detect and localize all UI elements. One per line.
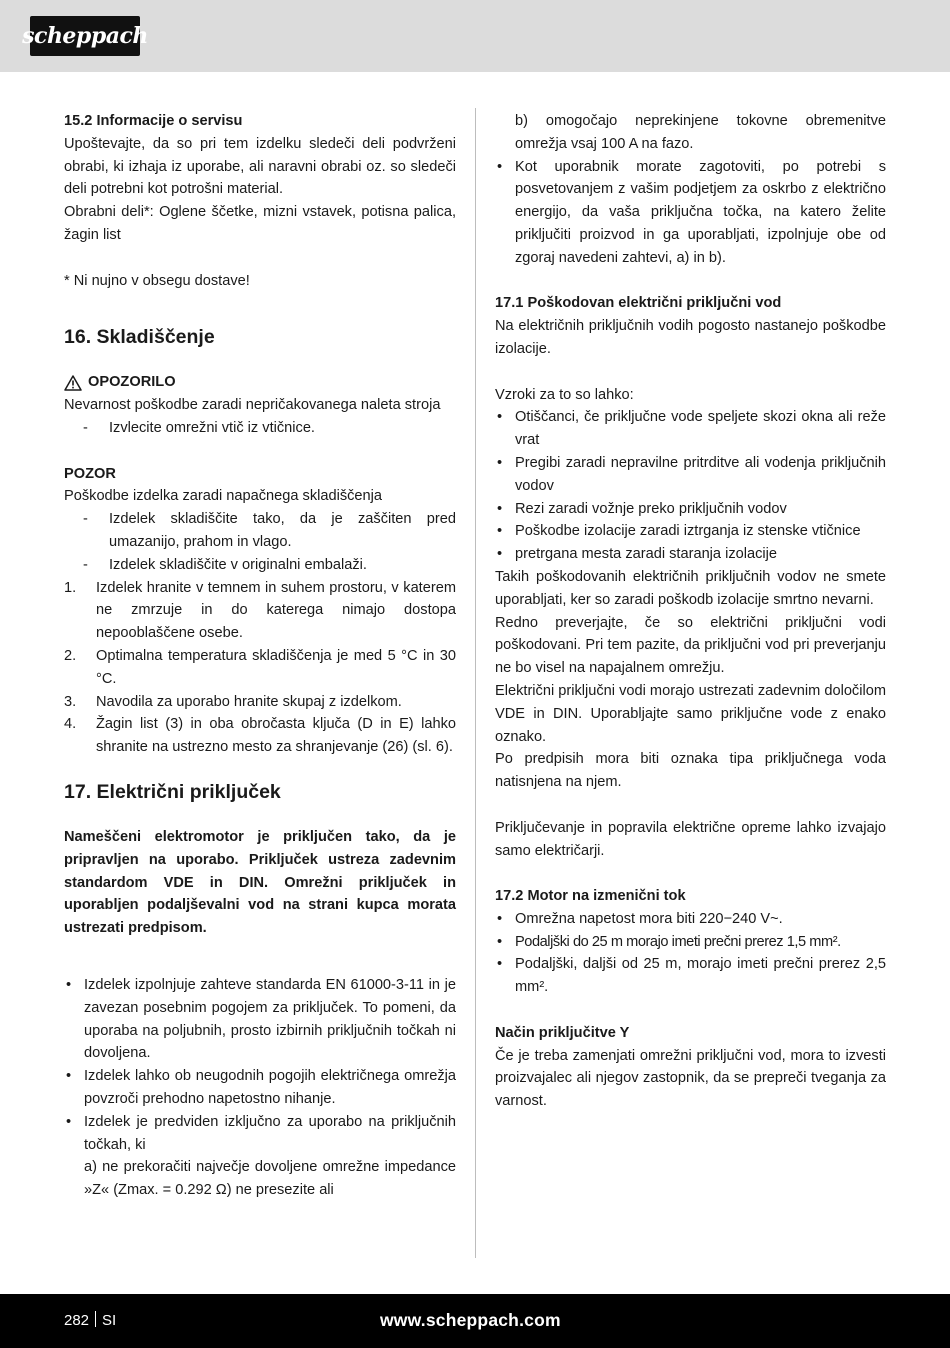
y-connection-text: Če je treba zamenjati omrežni priključni vod, mora to izvesti proizvajalec ali njegov zastopnik, da se prepreči tveganja za varnost. xyxy=(495,1047,886,1110)
connection-bullet: • Izdelek lahko ob neugodnih pogojih električnega omrežja povzroči prehodno napetostno nihanje. xyxy=(66,1068,456,1108)
motor-bullet: • Podaljški do 25 m morajo imeti prečni prerez 1,5 mm². xyxy=(497,933,841,950)
connection-sub-b: b) omogočajo neprekinjene tokovne obremenitve omrežja vsaj 100 A na fazo. xyxy=(515,113,886,152)
not-included-note: * Ni nujno v obsegu dostave! xyxy=(64,272,250,289)
storage-step: 1. Izdelek hranite v temnem in suhem prostoru, v katerem ne zmrzuje in do katerega nimajo dostopa nepooblaščene osebe. xyxy=(64,579,456,642)
website-url: www.scheppach.com xyxy=(380,1310,561,1330)
section-17-1-title: 17.1 Poškodovan električni priključni vod xyxy=(495,295,782,312)
storage-step: 2. Optimalna temperatura skladiščenja je med 5 °C in 30 °C. xyxy=(64,647,456,687)
page-number: 282 xyxy=(64,1312,90,1329)
language-code: SI xyxy=(102,1312,117,1329)
cause-item: • Rezi zaradi vožnje preko priključnih vodov xyxy=(497,500,787,517)
section-17-intro: Nameščeni elektromotor je priključen tako, da je pripravljen na uporabo. Priključek ustreza zadevnim standardom VDE in DIN. Omrežni priključek in uporabljen podaljševalni vod na strani kupca morata ustrezati predpisom. xyxy=(64,828,456,937)
connection-bullet: • Izdelek izpolnjuje zahteve standarda EN 61000-3-11 in je zavezan posebnim pogojem za priključek. To pomeni, da uporaba na poljubnih, prosto izbirnih priključnih točkah ni dovoljena. xyxy=(66,977,456,1062)
marking-text: Po predpisih mora biti oznaka tipa priključnega voda natisnjena na njem. xyxy=(495,751,886,791)
cause-item: • Pregibi zaradi nepravilne pritrditve ali vodenja priključnih vodov xyxy=(497,454,886,494)
motor-bullet: • Omrežna napetost mora biti 220−240 V~. xyxy=(497,910,783,927)
wear-parts-text: Obrabni deli*: Oglene ščetke, mizni vstavek, potisna palica, žagin list xyxy=(64,204,456,243)
section-17-1-text: Na električnih priključnih vodih pogosto nastanejo poškodbe izolacije. xyxy=(495,318,886,357)
right-column xyxy=(495,110,886,1113)
cause-item: • Poškodbe izolacije zaradi iztrganja iz stenske vtičnice xyxy=(497,523,861,540)
cause-item: • pretrgana mesta zaradi staranja izolacije xyxy=(497,546,778,563)
check-cable-text: Redno preverjajte, če so električni priključni vodi poškodovani. Pri tem pazite, da priključni vod pri preverjanju ne bo visel na napajalnem omrežju. xyxy=(495,614,886,677)
storage-step: 3. Navodila za uporabo hranite skupaj z izdelkom. xyxy=(64,693,402,710)
warning-heading xyxy=(64,371,456,394)
left-column xyxy=(64,110,456,1202)
caution-dash-item: - Izdelek skladiščite tako, da je zaščiten pred umazanijo, prahom in vlago. xyxy=(83,511,456,550)
footer-bar xyxy=(0,1294,950,1348)
warning-triangle-icon xyxy=(64,375,82,391)
motor-bullet: • Podaljški, daljši od 25 m, morajo imeti prečni prerez 2,5 mm². xyxy=(497,956,886,996)
damaged-cable-text: Takih poškodovanih električnih priključnih vodov ne smete uporabljati, ker so zaradi poškodb izolacije smrtno nevarni. xyxy=(495,568,886,608)
warning-label: OPOZORILO xyxy=(88,374,176,391)
cause-item: • Otiščanci, če priključne vode speljete skozi okna ali reže vrat xyxy=(497,409,886,449)
warning-dash-item: - Izvlecite omrežni vtič iz vtičnice. xyxy=(83,419,315,436)
section-15-2-title: 15.2 Informacije o servisu xyxy=(64,113,243,129)
electrician-text: Priključevanje in popravila električne opreme lahko izvajajo samo električarji. xyxy=(495,819,886,859)
warning-text: Nevarnost poškodbe zaradi nepričakovanega naleta stroja xyxy=(64,397,441,414)
y-connection-title: Način priključitve Y xyxy=(495,1024,630,1041)
brand-logo xyxy=(22,16,148,56)
user-responsibility-bullet: • Kot uporabnik morate zagotoviti, po potrebi s posvetovanjem z vašim podjetjem za oskrbo z električno energijo, da vaša priključna točka, na katero želite priključiti proizvod in ga uporabljati, izpolnjuje obe od zgoraj navedeni zahtevi, a) in b). xyxy=(497,158,886,266)
logo-text: scheppach xyxy=(22,22,148,49)
column-divider xyxy=(475,108,476,1258)
section-17-2-title: 17.2 Motor na izmenični tok xyxy=(495,888,686,905)
section-17-title: 17. Električni priključek xyxy=(64,780,281,803)
section-15-2-text: Upoštevajte, da so pri tem izdelku sledeči deli podvrženi obrabi, ki izhaja iz uporabe, ali naravni obrabi oz. so sledeči deli potrebni kot potrošni material. xyxy=(64,135,456,198)
header-bar xyxy=(0,0,950,72)
storage-step: 4. Žagin list (3) in oba obročasta ključa (D in E) lahko shranite na ustrezno mesto za shranjevanje (26) (sl. 6). xyxy=(64,716,456,756)
connection-sub-a: a) ne prekoračiti največje dovoljene omrežne impedance »Z« (Zmax. = 0.292 Ω) ne presezite ali xyxy=(84,1159,456,1199)
connection-bullet: • Izdelek je predviden izključno za uporabo na priključnih točkah, ki xyxy=(66,1113,456,1153)
section-16-title: 16. Skladiščenje xyxy=(64,326,215,349)
causes-intro: Vzroki za to so lahko: xyxy=(495,386,634,403)
caution-text: Poškodbe izdelka zaradi napačnega skladiščenja xyxy=(64,488,383,505)
caution-label: POZOR xyxy=(64,465,116,482)
caution-dash-item: - Izdelek skladiščite v originalni embalaži. xyxy=(83,556,367,573)
page-indicator xyxy=(64,1310,116,1332)
vde-din-text: Električni priključni vodi morajo ustrezati zadevnim določilom VDE in DIN. Uporabljajte samo priključne vode z enako oznako. xyxy=(495,682,886,745)
